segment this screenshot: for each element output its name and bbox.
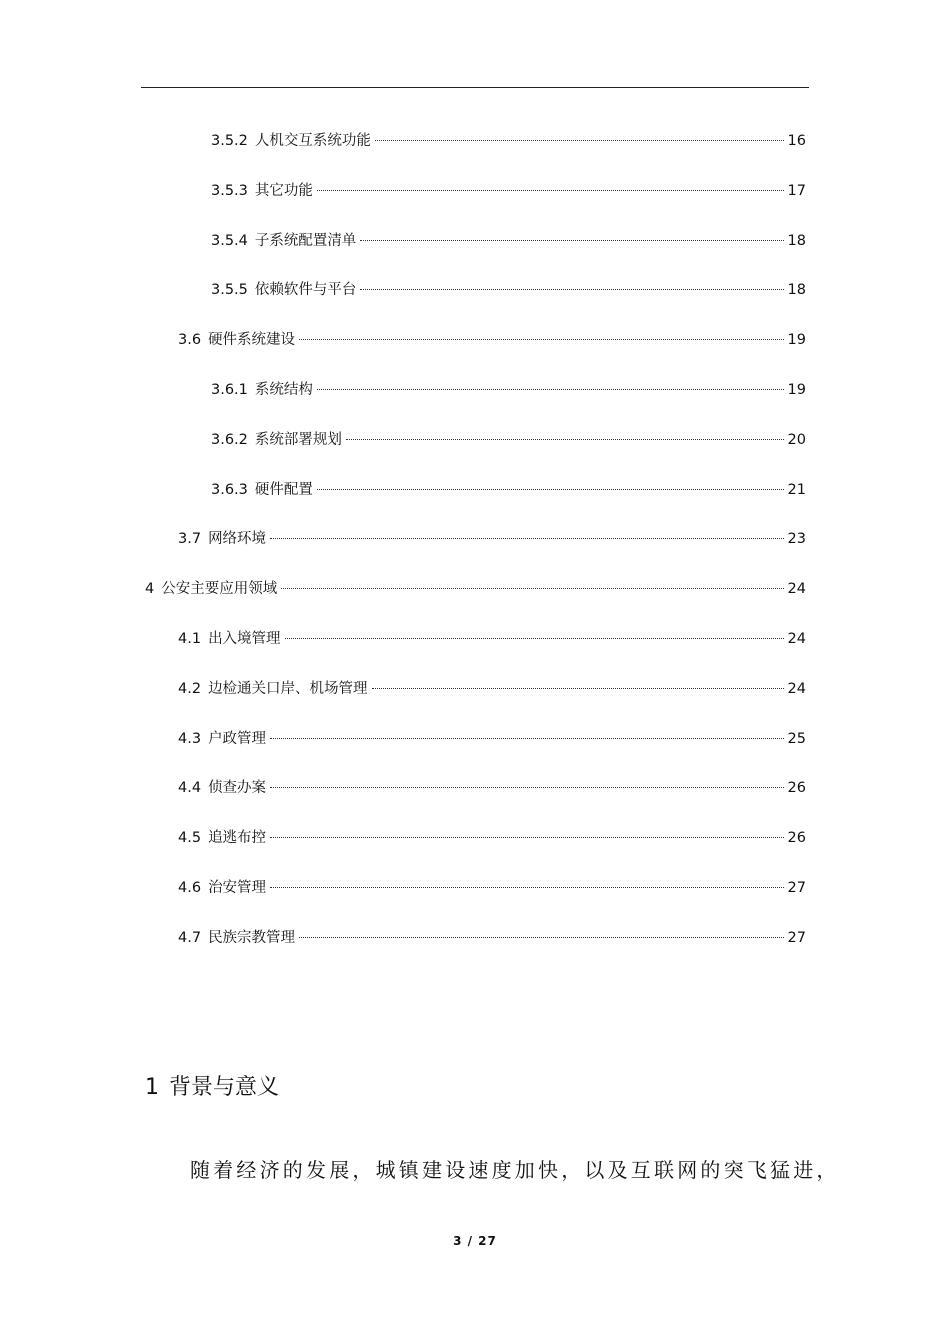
toc-entry-page: 18 — [787, 282, 806, 298]
toc-entry-page: 27 — [787, 930, 806, 946]
toc-entry-number: 3.5.2 — [211, 133, 248, 149]
toc-entry-number: 3.7 — [178, 531, 202, 547]
toc-entry-number: 3.6.3 — [211, 482, 248, 498]
toc-dot-leader — [360, 289, 783, 290]
toc-dot-leader — [375, 140, 784, 141]
toc-entry-page: 23 — [787, 531, 806, 547]
section-title: 背景与意义 — [169, 1075, 280, 1100]
toc-entry[interactable] — [178, 777, 806, 799]
toc-entry[interactable] — [178, 728, 806, 750]
toc-entry-title: 系统部署规划 — [254, 432, 342, 448]
toc-entry-number: 4.1 — [178, 631, 202, 647]
toc-entry-title: 其它功能 — [254, 183, 313, 199]
toc-dot-leader — [270, 837, 783, 838]
toc-entry-page: 25 — [787, 731, 806, 747]
toc-dot-leader — [270, 887, 783, 888]
toc-entry-title: 网络环境 — [208, 531, 267, 547]
section-number: 1 — [145, 1075, 159, 1100]
toc-entry[interactable] — [178, 678, 806, 700]
toc-entry-title: 边检通关口岸、机场管理 — [208, 681, 368, 697]
toc-entry-title: 侦查办案 — [208, 780, 267, 796]
toc-entry-title: 硬件系统建设 — [208, 332, 296, 348]
toc-dot-leader — [317, 489, 784, 490]
toc-entry-number: 3.5.3 — [211, 183, 248, 199]
toc-entry-title: 硬件配置 — [254, 482, 313, 498]
toc-dot-leader — [317, 389, 784, 390]
toc-entry[interactable] — [211, 379, 806, 401]
toc-dot-leader — [285, 638, 784, 639]
toc-entry-title: 治安管理 — [208, 880, 267, 896]
header-rule — [141, 87, 809, 88]
toc-dot-leader — [270, 538, 783, 539]
toc-dot-leader — [270, 738, 783, 739]
toc-entry-number: 4.7 — [178, 930, 202, 946]
toc-entry-page: 19 — [787, 382, 806, 398]
toc-entry-page: 18 — [787, 233, 806, 249]
toc-dot-leader — [281, 588, 783, 589]
toc-entry-number: 4.6 — [178, 880, 202, 896]
toc-entry[interactable] — [211, 279, 806, 301]
toc-entry[interactable] — [178, 927, 806, 949]
page-number: 3 / 27 — [453, 1234, 497, 1248]
toc-entry[interactable] — [211, 429, 806, 451]
toc-dot-leader — [270, 787, 783, 788]
toc-entry-title: 出入境管理 — [208, 631, 281, 647]
toc-entry-number: 3.5.5 — [211, 282, 248, 298]
toc-entry[interactable] — [178, 528, 806, 550]
toc-entry[interactable] — [178, 329, 806, 351]
toc-entry[interactable] — [211, 230, 806, 252]
toc-entry[interactable] — [145, 578, 806, 600]
toc-entry[interactable] — [178, 628, 806, 650]
toc-entry-number: 4.5 — [178, 830, 202, 846]
toc-entry-number: 4.3 — [178, 731, 202, 747]
toc-entry-title: 追逃布控 — [208, 830, 267, 846]
toc-entry-title: 子系统配置清单 — [254, 233, 357, 249]
toc-entry-page: 24 — [787, 631, 806, 647]
toc-entry-title: 户政管理 — [208, 731, 267, 747]
toc-entry-page: 27 — [787, 880, 806, 896]
toc-dot-leader — [299, 937, 783, 938]
toc-entry-page: 24 — [787, 581, 806, 597]
toc-dot-leader — [299, 339, 783, 340]
toc-entry-number: 3.6 — [178, 332, 202, 348]
toc-entry-page: 21 — [787, 482, 806, 498]
toc-entry-page: 16 — [787, 133, 806, 149]
toc-entry-title: 人机交互系统功能 — [254, 133, 371, 149]
toc-entry-number: 4.2 — [178, 681, 202, 697]
toc-entry-page: 24 — [787, 681, 806, 697]
toc-entry[interactable] — [211, 130, 806, 152]
toc-entry-title: 系统结构 — [254, 382, 313, 398]
toc-entry-number: 3.5.4 — [211, 233, 248, 249]
toc-entry-page: 26 — [787, 780, 806, 796]
toc-entry-title: 公安主要应用领域 — [161, 581, 278, 597]
toc-entry[interactable] — [211, 479, 806, 501]
toc-entry-page: 19 — [787, 332, 806, 348]
toc-entry-number: 3.6.2 — [211, 432, 248, 448]
toc-entry[interactable] — [178, 827, 806, 849]
toc-dot-leader — [372, 688, 784, 689]
section-heading — [145, 1073, 279, 1103]
body-paragraph: 随着经济的发展，城镇建设速度加快，以及互联网的突飞猛进， — [190, 1158, 840, 1182]
toc-entry-number: 3.6.1 — [211, 382, 248, 398]
toc-entry-page: 17 — [787, 183, 806, 199]
toc-dot-leader — [346, 439, 784, 440]
toc-dot-leader — [360, 240, 783, 241]
toc-entry-number: 4.4 — [178, 780, 202, 796]
toc-entry-page: 26 — [787, 830, 806, 846]
toc-entry[interactable] — [211, 180, 806, 202]
toc-entry-title: 依赖软件与平台 — [254, 282, 357, 298]
toc-entry-number: 4 — [145, 581, 155, 597]
toc-entry-page: 20 — [787, 432, 806, 448]
toc-entry-title: 民族宗教管理 — [208, 930, 296, 946]
toc-entry[interactable] — [178, 877, 806, 899]
toc-dot-leader — [317, 190, 784, 191]
